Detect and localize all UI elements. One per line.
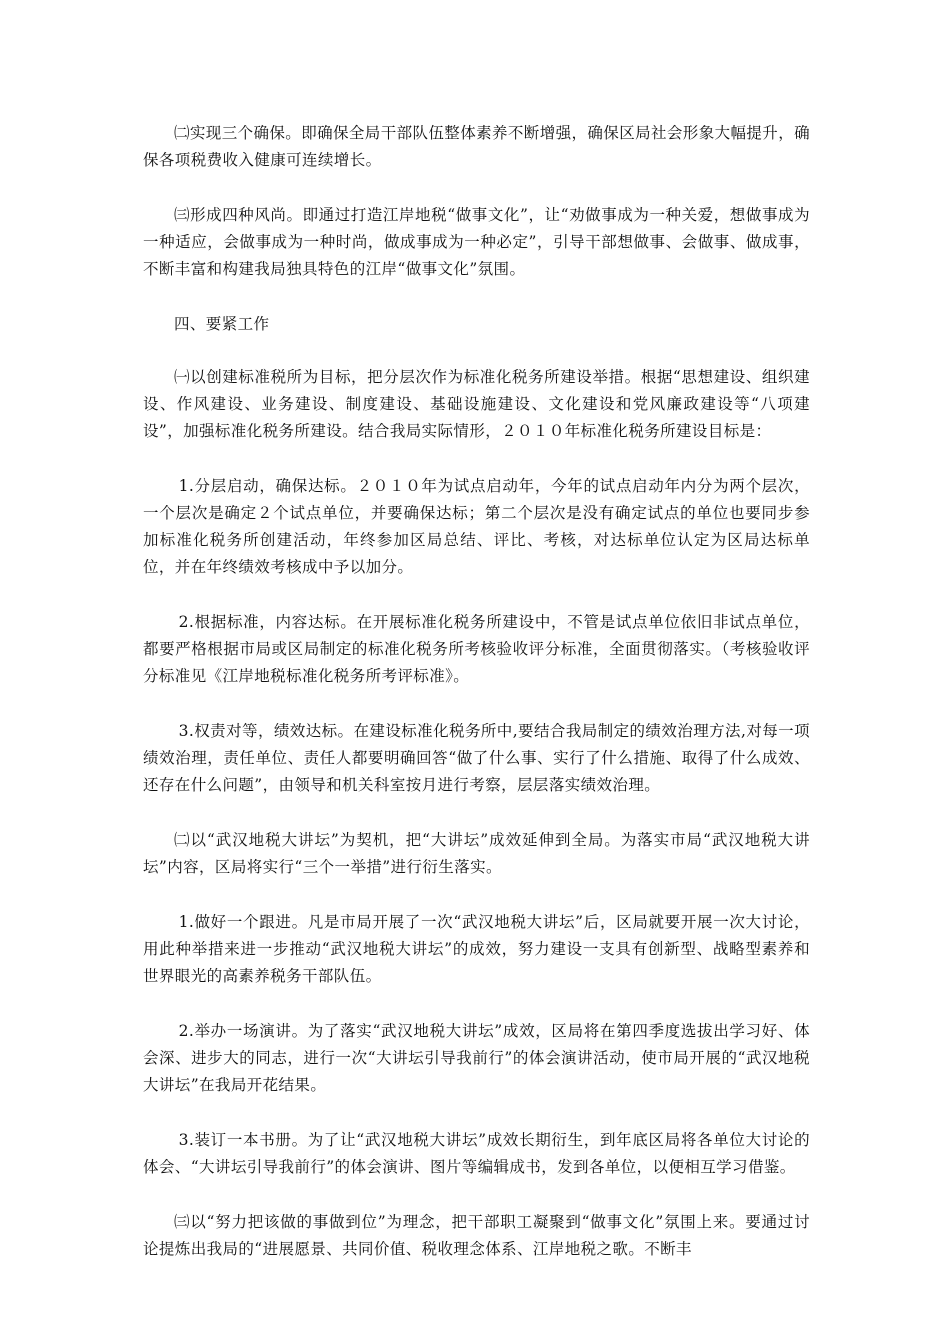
paragraph-performance-standard: 3.权责对等，绩效达标。在建设标准化税务所中,要结合我局制定的绩效治理方法,对每一项绩效治理，责任单位、责任人都要明确回答“做了什么事、实行了什么措施、取得了什么成效、还存在什么问题”，由领导和机关科室按月进行考察，层层落实绩效治理。 <box>143 722 810 794</box>
paragraph-three-guarantees: ㈡实现三个确保。即确保全局干部队伍整体素养不断增强，确保区局社会形象大幅提升，确保各项税费收入健康可连续增长。 <box>143 124 811 169</box>
paragraph-layered-start: 1.分层启动，确保达标。２０１０年为试点启动年，今年的试点启动年内分为两个层次，一个层次是确定２个试点单位，并要确保达标；第二个层次是没有确定试点的单位也要同步参加标准化税务所创建活动，年终参加区局总结、评比、考核，对达标单位认定为区局达标单位，并在年终绩效考核成中予以加分。 <box>143 477 810 576</box>
paragraph-speech: 2.举办一场演讲。为了落实“武汉地税大讲坛”成效，区局将在第四季度选拔出学习好、体会深、进步大的同志，进行一次“大讲坛引导我前行”的体会演讲活动，使市局开展的“武汉地税大讲坛”在我局开花结果。 <box>143 1022 810 1094</box>
paragraph-booklet: 3.装订一本书册。为了让“武汉地税大讲坛”成效长期衍生，到年底区局将各单位大讨论的体会、“大讲坛引导我前行”的体会演讲、图片等编辑成书，发到各单位，以便相互学习借鉴。 <box>143 1131 810 1176</box>
paragraph-follow-up: 1.做好一个跟进。凡是市局开展了一次“武汉地税大讲坛”后，区局就要开展一次大讨论，用此种举措来进一步推动“武汉地税大讲坛”的成效，努力建设一支具有创新型、战略型素养和世界眼光的高素养税务干部队伍。 <box>143 913 810 985</box>
paragraph-work-culture: ㈢以“努力把该做的事做到位”为理念，把干部职工凝聚到“做事文化”氛围上来。要通过讨论提炼出我局的“进展愿景、共同价值、税收理念体系、江岸地税之歌。不断丰 <box>143 1213 810 1258</box>
document-body <box>143 120 810 1291</box>
paragraph-lecture-forum: ㈡以“武汉地税大讲坛”为契机，把“大讲坛”成效延伸到全局。为落实市局“武汉地税大讲坛”内容，区局将实行“三个一举措”进行衍生落实。 <box>143 831 810 876</box>
paragraph-standard-content: 2.根据标准，内容达标。在开展标准化税务所建设中，不管是试点单位依旧非试点单位，都要严格根据市局或区局制定的标准化税务所考核验收评分标准，全面贯彻落实。（考核验收评分标准见《江岸地税标准化税务所考评标准》。 <box>143 613 810 685</box>
paragraph-four-trends: ㈢形成四种风尚。即通过打造江岸地税“做事文化”，让“劝做事成为一种关爱，想做事成为一种适应，会做事成为一种时尚，做成事成为一种必定”，引导干部想做事、会做事、做成事，不断丰富和构建我局独具特色的江岸“做事文化”氛围。 <box>143 206 810 278</box>
section-heading-main-work: 四、要紧工作 <box>174 315 270 333</box>
paragraph-standard-tax-office: ㈠以创建标准税所为目标，把分层次作为标准化税务所建设举措。根据“思想建设、组织建设、作风建设、业务建设、制度建设、基础设施建设、文化建设和党风廉政建设等“八项建设”，加强标准化税务所建设。结合我局实际情形，２０１０年标准化税务所建设目标是： <box>143 368 810 440</box>
